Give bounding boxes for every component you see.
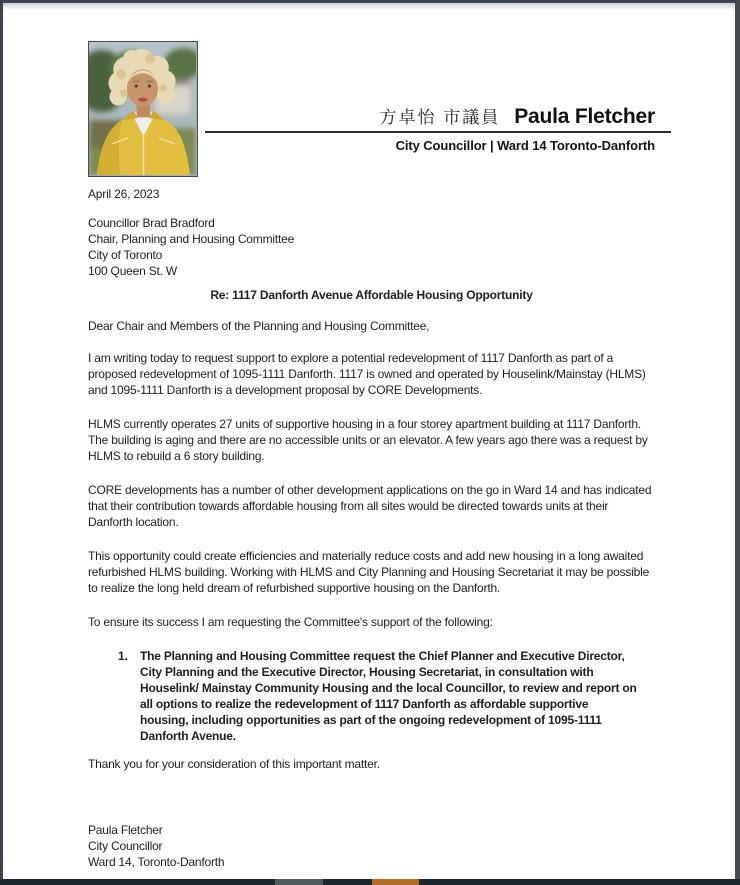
letterhead-name-row (210, 103, 655, 129)
councillor-title: City Councillor | Ward 14 Toronto-Danforth (395, 138, 655, 153)
recipient-block (88, 215, 655, 279)
taskbar-strip (0, 879, 740, 885)
closing-line: Thank you for your consideration of this important matter. (88, 757, 380, 771)
paragraph-4: This opportunity could create efficiencies and materially reduce costs and add new housing in a long awaited refurbished HLMS building. Working with HLMS and City Planning and Housing Secretariat it may be possible to realize the long held dream of refurbished supportive housing on the Danforth. (88, 549, 650, 595)
paragraph-3: CORE developments has a number of other development applications on the go in Ward 14 and has indicated that their contribution towards affordable housing from all sites would be directed towards units at their Danforth location. (88, 483, 652, 529)
councillor-photo (88, 41, 198, 177)
recipient-line: Chair, Planning and Housing Committee (88, 232, 295, 246)
signature-title: City Councillor (88, 839, 163, 853)
councillor-name: Paula Fletcher (514, 105, 655, 128)
letter-date: April 26, 2023 (88, 187, 160, 201)
councillor-name-chinese: 方卓怡 市議員 (379, 108, 501, 127)
signature-ward: Ward 14, Toronto-Danforth (88, 855, 225, 869)
page-top-shadow (0, 3, 740, 10)
subject-line: Re: 1117 Danforth Avenue Affordable Housing Opportunity (210, 288, 533, 302)
recipient-line: Councillor Brad Bradford (88, 216, 215, 230)
taskbar-item-orange[interactable] (372, 879, 419, 885)
list-text: The Planning and Housing Committee request the Chief Planner and Executive Director, City Planning and the Executive Director, Housing Secretariat, in consultation with Houselink/ Mainstay Community Housing and the local Councillor, to review and report on all options to realize the redevelopment of 1117 Danforth as affordable supportive housing, including opportunities as part of the ongoing redevelopment of 1095-1111 Danforth Avenue. (140, 649, 637, 743)
list-number: 1. (118, 649, 128, 663)
paragraph-1: I am writing today to request support to explore a potential redevelopment of 1117 Danforth as part of a proposed redevelopment of 1095-1111 Danforth. 1117 is owned and operated by Houselink/Mainstay (HLMS) and 1095-1111 Danforth is a development proposal by CORE Developments. (88, 351, 646, 397)
signature-block (88, 822, 655, 870)
signature-name: Paula Fletcher (88, 823, 163, 837)
recipient-line: City of Toronto (88, 248, 163, 262)
window-right-border (735, 0, 740, 885)
letter-body (88, 186, 655, 870)
window-left-border (0, 0, 3, 885)
taskbar-item-gray[interactable] (275, 879, 323, 885)
request-intro: To ensure its success I am requesting the Committee's support of the following: (88, 615, 493, 629)
portrait-illustration (89, 42, 196, 175)
request-list-item (118, 648, 655, 744)
salutation: Dear Chair and Members of the Planning and Housing Committee, (88, 319, 430, 333)
paragraph-2: HLMS currently operates 27 units of supportive housing in a four storey apartment building at 1117 Danforth. The building is aging and there are no accessible units or an elevator. A few years ago there was a request by HLMS to rebuild a 6 story building. (88, 417, 648, 463)
letterhead-divider (205, 131, 671, 133)
recipient-line: 100 Queen St. W (88, 264, 178, 278)
